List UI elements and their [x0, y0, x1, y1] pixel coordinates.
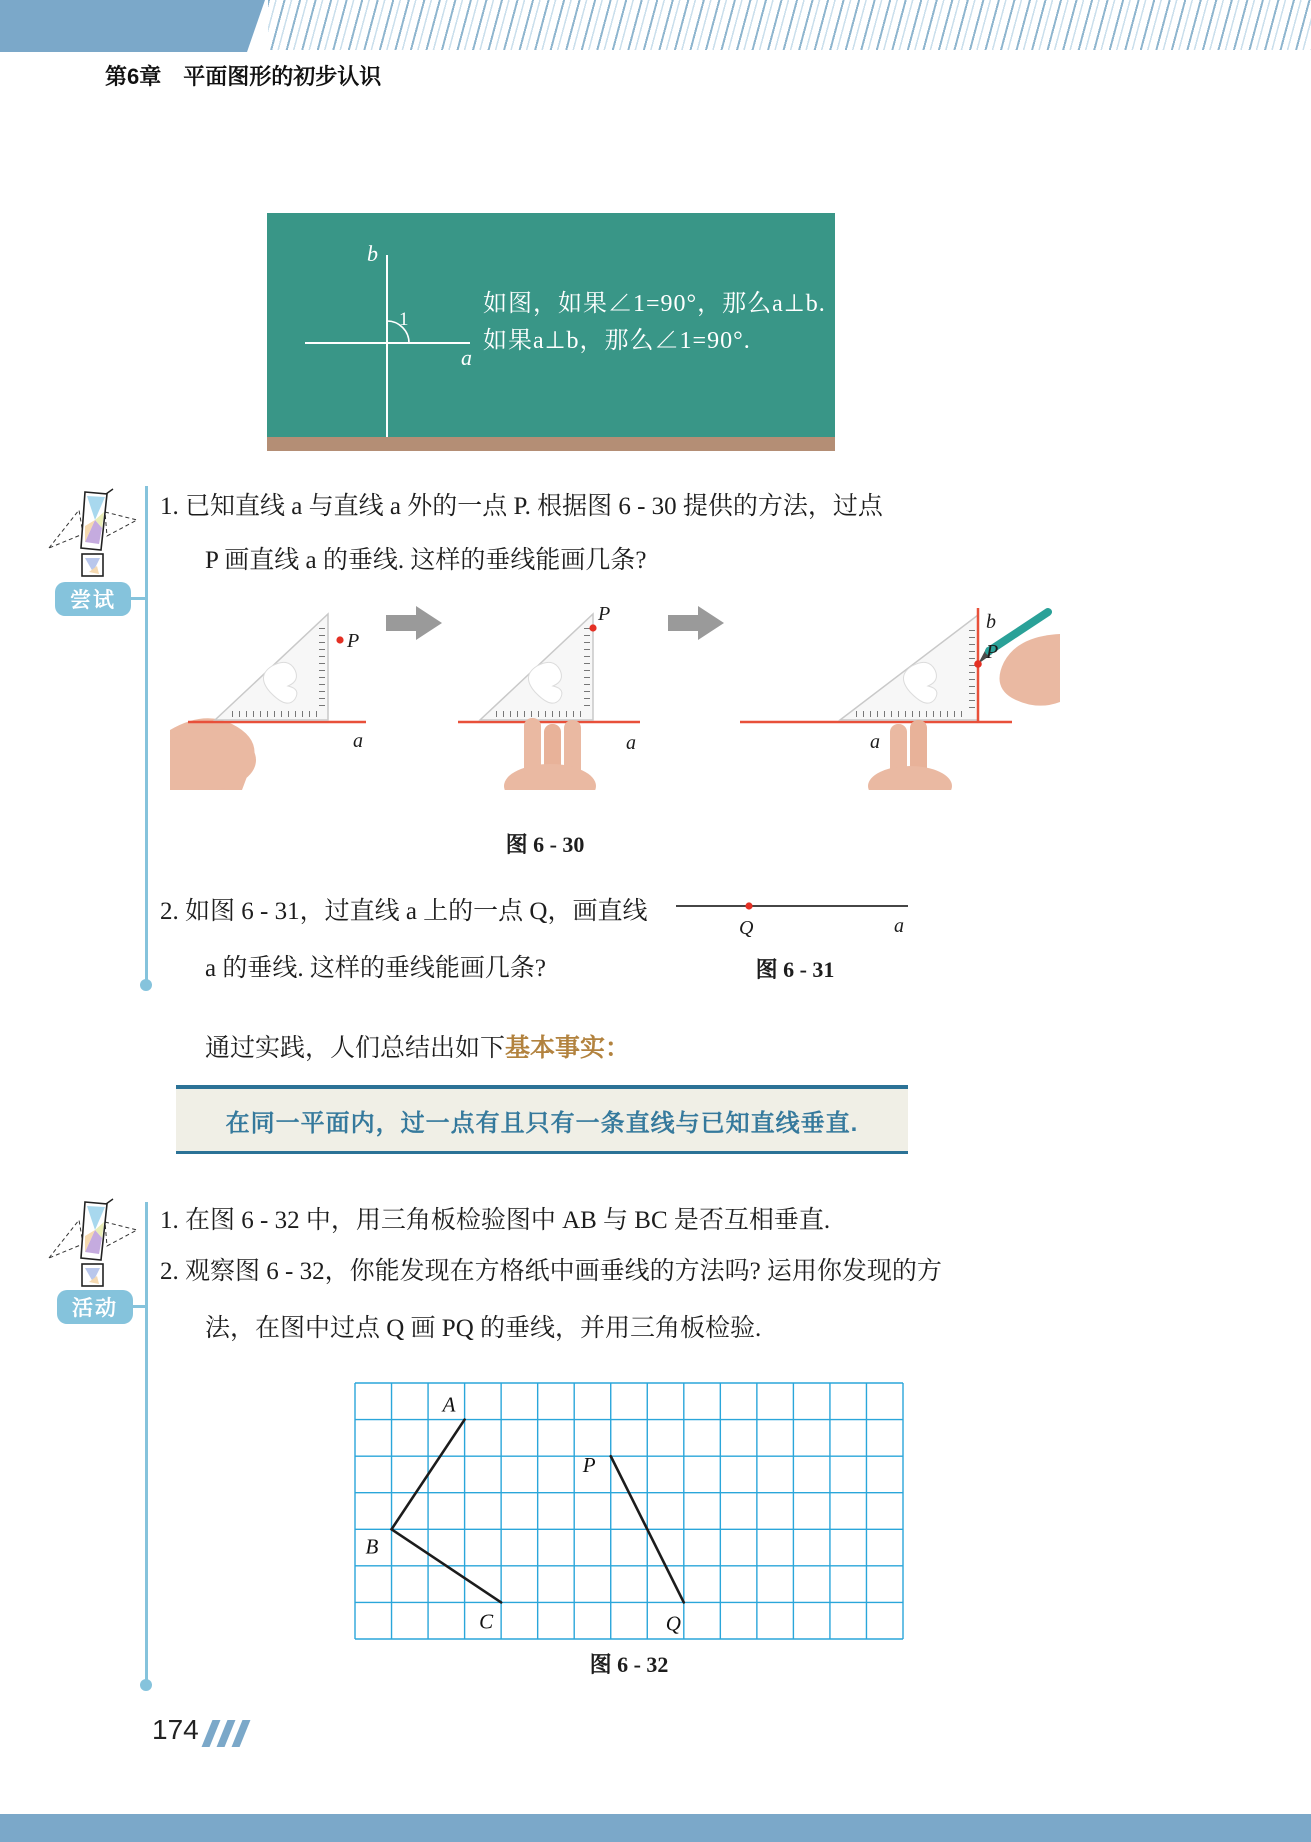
fact-intro-prefix: 通过实践，人们总结出如下 [205, 1035, 506, 1062]
fact-intro-highlight: 基本事实 [505, 1035, 606, 1062]
try-item1-line1: 1. 已知直线 a 与直线 a 外的一点 P. 根据图 6 - 30 提供的方法，过点 [160, 493, 883, 520]
figure-6-32-grid [354, 1382, 904, 1640]
chapter-title: 第6章 平面图形的初步认识 [105, 64, 382, 89]
board-angle-label: 1 [399, 309, 409, 330]
header-banner [0, 0, 270, 52]
basic-fact-box [176, 1085, 908, 1154]
activity-item1: 1. 在图 6 - 32 中，用三角板检验图中 AB 与 BC 是否互相垂直. [160, 1207, 831, 1234]
photo1-label-a: a [353, 730, 363, 752]
grid-point-label-Q: Q [665, 1611, 681, 1636]
photo3-label-a: a [870, 731, 880, 753]
fact-intro-paragraph [205, 1028, 630, 1064]
try-guide-line-dot [140, 979, 152, 991]
bottom-bar [0, 1814, 1311, 1842]
step-arrow-icon [386, 606, 442, 640]
page-number: 174 [152, 1714, 199, 1745]
figure-6-31-label-a: a [894, 915, 904, 937]
activity-item2-line1: 2. 观察图 6 - 32，你能发现在方格纸中画垂线的方法吗? 运用你发现的方 [160, 1258, 942, 1285]
grid-point-label-C: C [479, 1609, 494, 1634]
fact-intro-colon: ： [605, 1035, 631, 1062]
figure-6-30-step-3-photo [740, 600, 1060, 790]
try-item1-line2: P 画直线 a 的垂线. 这样的垂线能画几条? [205, 547, 647, 574]
grid-point-label-B: B [365, 1534, 379, 1559]
header-hatch-pattern [268, 0, 1311, 50]
pinwheel-exclamation-icon [45, 486, 141, 582]
board-text-line-1: 如图，如果∠1=90°，那么a⊥b. [483, 291, 826, 317]
figure-6-30-step-2-photo [450, 600, 655, 790]
footer-slashes [207, 1720, 245, 1747]
figure-6-31-diagram [672, 878, 917, 948]
board-text-line-2: 如果a⊥b，那么∠1=90°. [483, 328, 751, 354]
try-badge: 尝试 [55, 582, 131, 616]
board-label-b: b [367, 241, 378, 266]
figure-6-30-step-1-photo [170, 600, 375, 790]
activity-item2-line2: 法，在图中过点 Q 画 PQ 的垂线，并用三角板检验. [205, 1315, 762, 1342]
photo3-label-p: P [986, 641, 999, 663]
try-item2-line1: 2. 如图 6 - 31，过直线 a 上的一点 Q，画直线 [160, 898, 648, 925]
figure-6-31-caption: 图 6 - 31 [755, 957, 835, 982]
activity-guide-line-dot [140, 1679, 152, 1691]
grid-point-label-P: P [582, 1453, 596, 1478]
board-label-a: a [461, 345, 472, 370]
activity-badge: 活动 [57, 1290, 133, 1324]
figure-6-31-label-q: Q [739, 917, 754, 939]
basic-fact-statement: 在同一平面内，过一点有且只有一条直线与已知直线垂直. [225, 1109, 859, 1137]
photo1-label-p: P [347, 630, 360, 652]
try-guide-line [145, 486, 148, 983]
photo2-label-a: a [626, 732, 636, 754]
activity-guide-line [145, 1202, 148, 1683]
slash-icon [232, 1720, 251, 1747]
figure-6-32-caption: 图 6 - 32 [589, 1652, 669, 1677]
photo2-label-p: P [598, 603, 611, 625]
try-item2-line2: a 的垂线. 这样的垂线能画几条? [205, 955, 546, 982]
pinwheel-exclamation-icon [45, 1196, 141, 1292]
photo3-label-b: b [986, 611, 996, 633]
step-arrow-icon [668, 606, 724, 640]
chalkboard-tray [267, 437, 835, 451]
figure-6-30-caption: 图 6 - 30 [505, 832, 585, 857]
grid-point-label-A: A [442, 1392, 456, 1417]
